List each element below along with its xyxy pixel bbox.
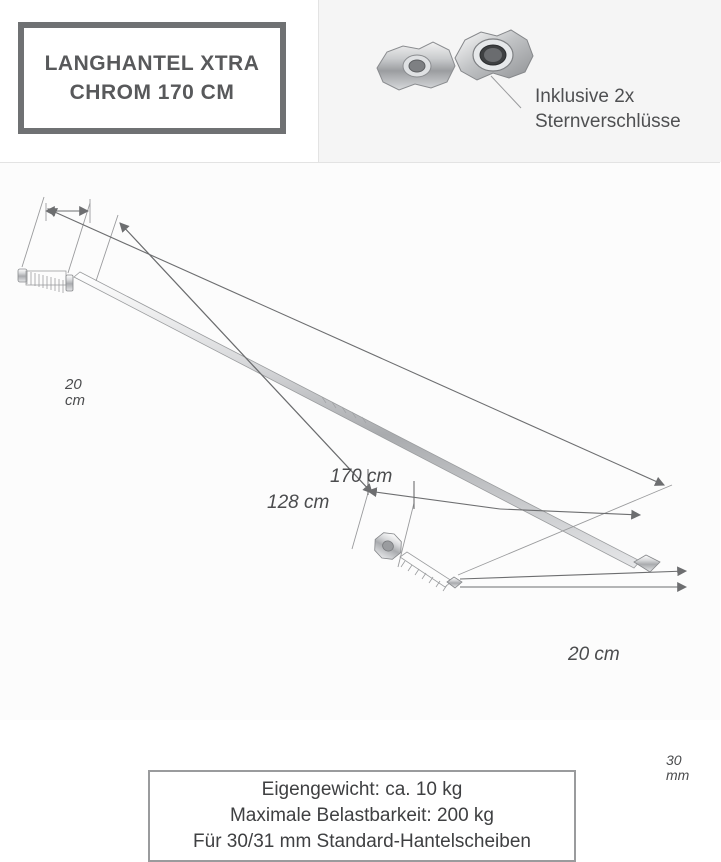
spec-box	[148, 770, 576, 862]
dimension-bar-diameter-unit: mm	[666, 767, 690, 783]
barbell-diagram-panel	[0, 163, 720, 852]
product-title-box	[18, 22, 286, 134]
clamp-caption	[535, 84, 681, 134]
clamp-caption-line1: Inklusive 2x	[535, 86, 635, 107]
barbell-dimension-drawing	[0, 163, 720, 720]
spec-max-load: Maximale Belastbarkeit: 200 kg	[229, 805, 494, 826]
dimension-grip-length: 128 cm	[267, 492, 330, 513]
dimension-left-sleeve	[65, 377, 85, 409]
header-band	[0, 0, 720, 163]
dimension-left-sleeve-value: 20	[65, 376, 82, 393]
star-collar-icon	[371, 16, 561, 112]
dimension-bar-diameter-value: 30	[666, 752, 682, 768]
page-title: LANGHANTEL XTRA CHROM 170 CM	[44, 52, 260, 104]
dimension-bar-diameter	[666, 753, 689, 783]
spec-weight: Eigengewicht: ca. 10 kg	[261, 779, 463, 800]
dimension-total-length: 170 cm	[330, 466, 393, 487]
dimension-right-sleeve: 20 cm	[568, 644, 620, 665]
clamp-caption-line2: Sternverschlüsse	[535, 111, 681, 132]
clamp-feature-panel	[318, 0, 721, 162]
dimension-left-sleeve-unit: cm	[65, 392, 85, 409]
spec-plate-compat: Für 30/31 mm Standard-Hantelscheiben	[193, 831, 531, 852]
